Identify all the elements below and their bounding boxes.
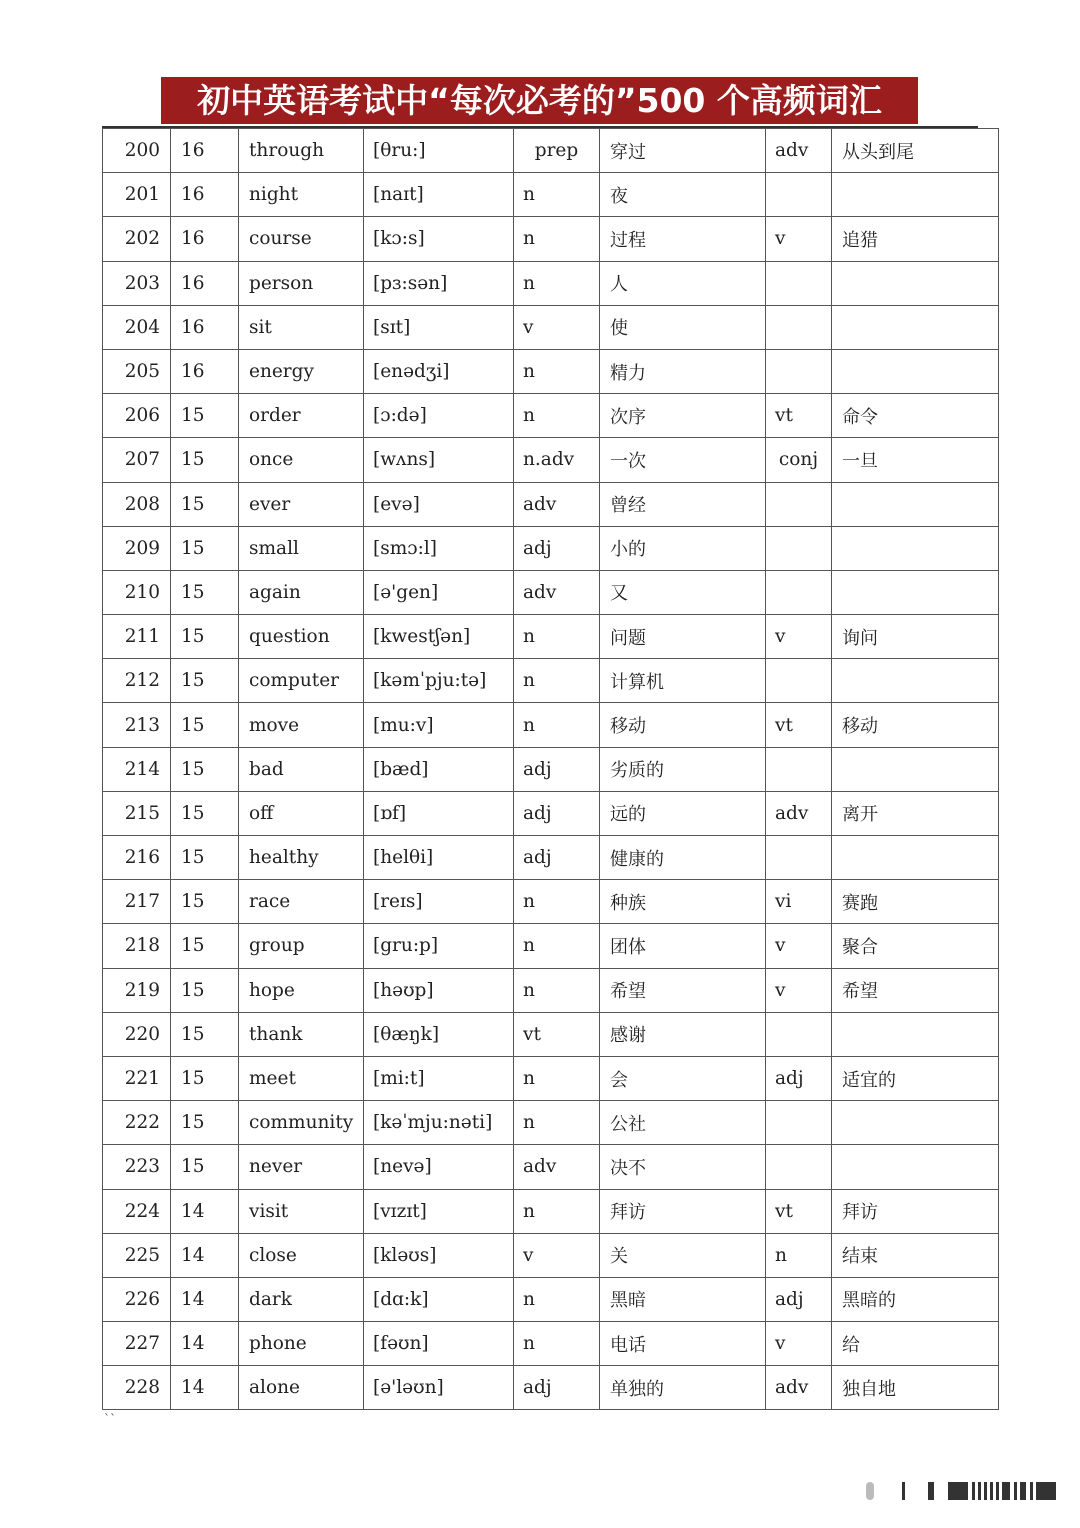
part-of-speech-cell: n	[514, 615, 600, 659]
second-meaning-cell	[832, 1101, 999, 1145]
barcode-watermark-icon	[862, 1480, 1062, 1502]
meaning-cell: 黑暗	[600, 1277, 766, 1321]
meaning-cell: 种族	[600, 880, 766, 924]
row-number-cell: 218	[103, 924, 171, 968]
second-meaning-cell	[832, 570, 999, 614]
row-number-cell: 213	[103, 703, 171, 747]
meaning-cell: 穿过	[600, 129, 766, 173]
row-number-cell: 224	[103, 1189, 171, 1233]
second-part-of-speech-cell: v	[766, 615, 832, 659]
table-row	[103, 1056, 999, 1100]
second-meaning-cell	[832, 1012, 999, 1056]
part-of-speech-cell: n	[514, 1189, 600, 1233]
part-of-speech-cell: v	[514, 305, 600, 349]
part-of-speech-cell: n	[514, 1056, 600, 1100]
row-number-cell: 205	[103, 349, 171, 393]
word-cell: once	[239, 438, 364, 482]
table-row	[103, 968, 999, 1012]
row-number-cell: 204	[103, 305, 171, 349]
word-cell: sit	[239, 305, 364, 349]
frequency-cell: 15	[171, 924, 239, 968]
frequency-cell: 15	[171, 526, 239, 570]
phonetic-cell: [gru:p]	[364, 924, 514, 968]
table-row	[103, 349, 999, 393]
frequency-cell: 15	[171, 1145, 239, 1189]
part-of-speech-cell: adv	[514, 570, 600, 614]
word-cell: bad	[239, 747, 364, 791]
second-part-of-speech-cell	[766, 1145, 832, 1189]
meaning-cell: 移动	[600, 703, 766, 747]
row-number-cell: 215	[103, 791, 171, 835]
second-meaning-cell	[832, 747, 999, 791]
second-meaning-cell: 询问	[832, 615, 999, 659]
part-of-speech-cell: adv	[514, 1145, 600, 1189]
phonetic-cell: [bæd]	[364, 747, 514, 791]
second-meaning-cell	[832, 1145, 999, 1189]
phonetic-cell: [kəmˈpju:tə]	[364, 659, 514, 703]
part-of-speech-cell: n	[514, 349, 600, 393]
phonetic-cell: [ə'gen]	[364, 570, 514, 614]
row-number-cell: 214	[103, 747, 171, 791]
frequency-cell: 15	[171, 482, 239, 526]
second-meaning-cell: 移动	[832, 703, 999, 747]
frequency-cell: 15	[171, 1101, 239, 1145]
row-number-cell: 226	[103, 1277, 171, 1321]
meaning-cell: 健康的	[600, 836, 766, 880]
second-part-of-speech-cell: adv	[766, 129, 832, 173]
word-cell: small	[239, 526, 364, 570]
word-cell: ever	[239, 482, 364, 526]
row-number-cell: 202	[103, 217, 171, 261]
vocabulary-table	[102, 128, 999, 1410]
meaning-cell: 次序	[600, 394, 766, 438]
row-number-cell: 209	[103, 526, 171, 570]
word-cell: order	[239, 394, 364, 438]
row-number-cell: 223	[103, 1145, 171, 1189]
phonetic-cell: [vɪzɪt]	[364, 1189, 514, 1233]
phonetic-cell: [sɪt]	[364, 305, 514, 349]
frequency-cell: 14	[171, 1322, 239, 1366]
table-row	[103, 659, 999, 703]
meaning-cell: 劣质的	[600, 747, 766, 791]
phonetic-cell: [pɜ:sən]	[364, 261, 514, 305]
meaning-cell: 关	[600, 1233, 766, 1277]
meaning-cell: 电话	[600, 1322, 766, 1366]
word-cell: healthy	[239, 836, 364, 880]
second-part-of-speech-cell	[766, 173, 832, 217]
second-part-of-speech-cell	[766, 1012, 832, 1056]
second-meaning-cell: 适宜的	[832, 1056, 999, 1100]
second-meaning-cell: 赛跑	[832, 880, 999, 924]
frequency-cell: 14	[171, 1277, 239, 1321]
frequency-cell: 15	[171, 747, 239, 791]
second-part-of-speech-cell: v	[766, 217, 832, 261]
part-of-speech-cell: n	[514, 703, 600, 747]
meaning-cell: 计算机	[600, 659, 766, 703]
frequency-cell: 16	[171, 349, 239, 393]
meaning-cell: 人	[600, 261, 766, 305]
second-part-of-speech-cell	[766, 305, 832, 349]
row-number-cell: 200	[103, 129, 171, 173]
second-meaning-cell: 命令	[832, 394, 999, 438]
second-meaning-cell	[832, 526, 999, 570]
second-meaning-cell	[832, 305, 999, 349]
part-of-speech-cell: adj	[514, 791, 600, 835]
part-of-speech-cell: prep	[514, 129, 600, 173]
word-cell: community	[239, 1101, 364, 1145]
second-meaning-cell: 一旦	[832, 438, 999, 482]
row-number-cell: 208	[103, 482, 171, 526]
table-row	[103, 438, 999, 482]
second-meaning-cell	[832, 261, 999, 305]
row-number-cell: 221	[103, 1056, 171, 1100]
row-number-cell: 207	[103, 438, 171, 482]
meaning-cell: 单独的	[600, 1366, 766, 1410]
part-of-speech-cell: adj	[514, 526, 600, 570]
phonetic-cell: [enədʒi]	[364, 349, 514, 393]
second-meaning-cell: 聚合	[832, 924, 999, 968]
phonetic-cell: [smɔ:l]	[364, 526, 514, 570]
meaning-cell: 远的	[600, 791, 766, 835]
second-part-of-speech-cell	[766, 349, 832, 393]
phonetic-cell: [kɔ:s]	[364, 217, 514, 261]
phonetic-cell: [mi:t]	[364, 1056, 514, 1100]
phonetic-cell: [evə]	[364, 482, 514, 526]
second-meaning-cell	[832, 659, 999, 703]
word-cell: night	[239, 173, 364, 217]
frequency-cell: 16	[171, 129, 239, 173]
phonetic-cell: [ɔ:də]	[364, 394, 514, 438]
part-of-speech-cell: n	[514, 924, 600, 968]
meaning-cell: 决不	[600, 1145, 766, 1189]
row-number-cell: 210	[103, 570, 171, 614]
word-cell: again	[239, 570, 364, 614]
part-of-speech-cell: n.adv	[514, 438, 600, 482]
second-meaning-cell	[832, 173, 999, 217]
frequency-cell: 15	[171, 570, 239, 614]
meaning-cell: 希望	[600, 968, 766, 1012]
meaning-cell: 会	[600, 1056, 766, 1100]
table-row	[103, 703, 999, 747]
table-row	[103, 791, 999, 835]
phonetic-cell: [ə'ləʊn]	[364, 1366, 514, 1410]
row-number-cell: 216	[103, 836, 171, 880]
frequency-cell: 15	[171, 438, 239, 482]
row-number-cell: 220	[103, 1012, 171, 1056]
phonetic-cell: [θæŋk]	[364, 1012, 514, 1056]
table-row	[103, 1012, 999, 1056]
second-meaning-cell: 离开	[832, 791, 999, 835]
word-cell: visit	[239, 1189, 364, 1233]
table-row	[103, 836, 999, 880]
row-number-cell: 211	[103, 615, 171, 659]
part-of-speech-cell: n	[514, 659, 600, 703]
table-row	[103, 173, 999, 217]
table-row	[103, 1101, 999, 1145]
second-meaning-cell: 拜访	[832, 1189, 999, 1233]
frequency-cell: 15	[171, 880, 239, 924]
second-part-of-speech-cell	[766, 526, 832, 570]
table-row	[103, 129, 999, 173]
second-meaning-cell: 从头到尾	[832, 129, 999, 173]
meaning-cell: 团体	[600, 924, 766, 968]
meaning-cell: 又	[600, 570, 766, 614]
row-number-cell: 201	[103, 173, 171, 217]
row-number-cell: 219	[103, 968, 171, 1012]
word-cell: alone	[239, 1366, 364, 1410]
second-part-of-speech-cell: v	[766, 1322, 832, 1366]
frequency-cell: 16	[171, 305, 239, 349]
second-part-of-speech-cell: conj	[766, 438, 832, 482]
phonetic-cell: [mu:v]	[364, 703, 514, 747]
table-row	[103, 1322, 999, 1366]
part-of-speech-cell: n	[514, 261, 600, 305]
part-of-speech-cell: adv	[514, 482, 600, 526]
page-title: 初中英语考试中“每次必考的”500 个高频词汇	[161, 77, 918, 124]
table-row	[103, 1277, 999, 1321]
second-part-of-speech-cell: v	[766, 968, 832, 1012]
frequency-cell: 16	[171, 217, 239, 261]
frequency-cell: 14	[171, 1189, 239, 1233]
row-number-cell: 206	[103, 394, 171, 438]
row-number-cell: 225	[103, 1233, 171, 1277]
table-row	[103, 217, 999, 261]
word-cell: dark	[239, 1277, 364, 1321]
frequency-cell: 14	[171, 1366, 239, 1410]
row-number-cell: 212	[103, 659, 171, 703]
second-part-of-speech-cell: adv	[766, 791, 832, 835]
phonetic-cell: [θru:]	[364, 129, 514, 173]
part-of-speech-cell: n	[514, 217, 600, 261]
second-part-of-speech-cell	[766, 570, 832, 614]
second-meaning-cell: 独自地	[832, 1366, 999, 1410]
frequency-cell: 15	[171, 615, 239, 659]
table-row	[103, 305, 999, 349]
table-row	[103, 924, 999, 968]
phonetic-cell: [wʌns]	[364, 438, 514, 482]
meaning-cell: 小的	[600, 526, 766, 570]
word-cell: group	[239, 924, 364, 968]
second-meaning-cell: 追猎	[832, 217, 999, 261]
phonetic-cell: [reɪs]	[364, 880, 514, 924]
second-meaning-cell	[832, 836, 999, 880]
row-number-cell: 228	[103, 1366, 171, 1410]
meaning-cell: 问题	[600, 615, 766, 659]
phonetic-cell: [kləʊs]	[364, 1233, 514, 1277]
table-row	[103, 570, 999, 614]
second-meaning-cell	[832, 349, 999, 393]
row-number-cell: 217	[103, 880, 171, 924]
phonetic-cell: [nevə]	[364, 1145, 514, 1189]
part-of-speech-cell: n	[514, 1277, 600, 1321]
second-part-of-speech-cell: adj	[766, 1056, 832, 1100]
meaning-cell: 夜	[600, 173, 766, 217]
vocabulary-table-body	[103, 129, 999, 1410]
frequency-cell: 15	[171, 1056, 239, 1100]
meaning-cell: 精力	[600, 349, 766, 393]
word-cell: energy	[239, 349, 364, 393]
second-part-of-speech-cell: vt	[766, 394, 832, 438]
meaning-cell: 使	[600, 305, 766, 349]
meaning-cell: 曾经	[600, 482, 766, 526]
frequency-cell: 16	[171, 261, 239, 305]
meaning-cell: 感谢	[600, 1012, 766, 1056]
table-row	[103, 1145, 999, 1189]
phonetic-cell: [dɑ:k]	[364, 1277, 514, 1321]
table-row	[103, 1366, 999, 1410]
second-meaning-cell: 黑暗的	[832, 1277, 999, 1321]
table-row	[103, 394, 999, 438]
second-part-of-speech-cell	[766, 482, 832, 526]
word-cell: meet	[239, 1056, 364, 1100]
table-row	[103, 880, 999, 924]
word-cell: race	[239, 880, 364, 924]
frequency-cell: 15	[171, 968, 239, 1012]
second-part-of-speech-cell	[766, 747, 832, 791]
phonetic-cell: [naɪt]	[364, 173, 514, 217]
second-part-of-speech-cell	[766, 836, 832, 880]
second-meaning-cell: 结束	[832, 1233, 999, 1277]
part-of-speech-cell: adj	[514, 747, 600, 791]
frequency-cell: 15	[171, 394, 239, 438]
phonetic-cell: [ɒf]	[364, 791, 514, 835]
second-meaning-cell: 给	[832, 1322, 999, 1366]
word-cell: thank	[239, 1012, 364, 1056]
word-cell: computer	[239, 659, 364, 703]
frequency-cell: 15	[171, 1012, 239, 1056]
second-meaning-cell	[832, 482, 999, 526]
frequency-cell: 15	[171, 659, 239, 703]
meaning-cell: 过程	[600, 217, 766, 261]
word-cell: never	[239, 1145, 364, 1189]
part-of-speech-cell: adj	[514, 836, 600, 880]
phonetic-cell: [kəˈmju:nəti]	[364, 1101, 514, 1145]
frequency-cell: 16	[171, 173, 239, 217]
phonetic-cell: [fəʊn]	[364, 1322, 514, 1366]
part-of-speech-cell: vt	[514, 1012, 600, 1056]
row-number-cell: 222	[103, 1101, 171, 1145]
second-part-of-speech-cell: n	[766, 1233, 832, 1277]
stray-mark: ``	[104, 1412, 116, 1426]
table-row	[103, 261, 999, 305]
second-part-of-speech-cell: vt	[766, 1189, 832, 1233]
word-cell: move	[239, 703, 364, 747]
second-part-of-speech-cell	[766, 261, 832, 305]
part-of-speech-cell: n	[514, 173, 600, 217]
phonetic-cell: [helθi]	[364, 836, 514, 880]
part-of-speech-cell: n	[514, 1322, 600, 1366]
part-of-speech-cell: n	[514, 1101, 600, 1145]
phonetic-cell: [kwestʃən]	[364, 615, 514, 659]
second-part-of-speech-cell	[766, 1101, 832, 1145]
word-cell: through	[239, 129, 364, 173]
second-part-of-speech-cell: vi	[766, 880, 832, 924]
frequency-cell: 15	[171, 836, 239, 880]
second-part-of-speech-cell: adv	[766, 1366, 832, 1410]
part-of-speech-cell: n	[514, 394, 600, 438]
row-number-cell: 203	[103, 261, 171, 305]
word-cell: question	[239, 615, 364, 659]
table-row	[103, 1233, 999, 1277]
second-part-of-speech-cell: adj	[766, 1277, 832, 1321]
word-cell: phone	[239, 1322, 364, 1366]
part-of-speech-cell: v	[514, 1233, 600, 1277]
frequency-cell: 14	[171, 1233, 239, 1277]
part-of-speech-cell: n	[514, 880, 600, 924]
part-of-speech-cell: n	[514, 968, 600, 1012]
table-row	[103, 747, 999, 791]
part-of-speech-cell: adj	[514, 1366, 600, 1410]
second-part-of-speech-cell: vt	[766, 703, 832, 747]
second-meaning-cell: 希望	[832, 968, 999, 1012]
word-cell: close	[239, 1233, 364, 1277]
row-number-cell: 227	[103, 1322, 171, 1366]
frequency-cell: 15	[171, 791, 239, 835]
table-row	[103, 1189, 999, 1233]
word-cell: hope	[239, 968, 364, 1012]
word-cell: person	[239, 261, 364, 305]
meaning-cell: 一次	[600, 438, 766, 482]
meaning-cell: 拜访	[600, 1189, 766, 1233]
table-row	[103, 482, 999, 526]
table-row	[103, 526, 999, 570]
table-row	[103, 615, 999, 659]
word-cell: off	[239, 791, 364, 835]
second-part-of-speech-cell	[766, 659, 832, 703]
phonetic-cell: [həʊp]	[364, 968, 514, 1012]
word-cell: course	[239, 217, 364, 261]
meaning-cell: 公社	[600, 1101, 766, 1145]
second-part-of-speech-cell: v	[766, 924, 832, 968]
frequency-cell: 15	[171, 703, 239, 747]
